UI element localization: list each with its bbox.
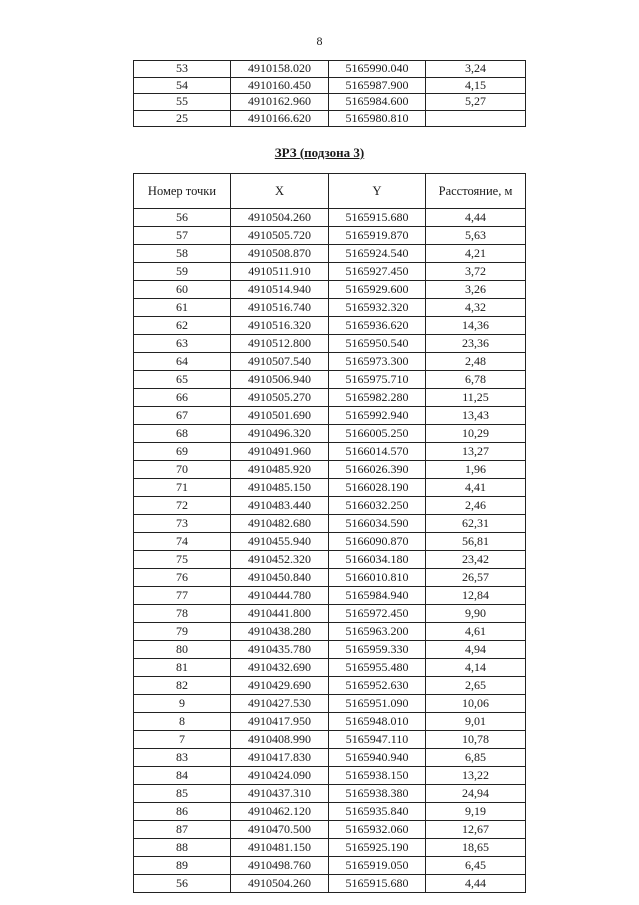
table-row	[134, 209, 526, 227]
cell-x: 4910505.720	[231, 227, 329, 245]
cell-point-number: 83	[134, 749, 231, 767]
section-title: ЗРЗ (подзона 3)	[274, 145, 365, 160]
table-row	[134, 875, 526, 893]
cell-x: 4910444.780	[231, 587, 329, 605]
table-row	[134, 749, 526, 767]
table-row	[134, 605, 526, 623]
cell-distance: 23,36	[426, 335, 526, 353]
cell-x: 4910470.500	[231, 821, 329, 839]
cell-distance: 2,65	[426, 677, 526, 695]
cell-y: 5165915.680	[329, 209, 426, 227]
cell-x: 4910437.310	[231, 785, 329, 803]
cell-y: 5165935.840	[329, 803, 426, 821]
cell-x: 4910508.870	[231, 245, 329, 263]
cell-x: 4910501.690	[231, 407, 329, 425]
cell-y: 5165924.540	[329, 245, 426, 263]
cell-y: 5165940.940	[329, 749, 426, 767]
cell-x: 4910408.990	[231, 731, 329, 749]
cell-x: 4910166.620	[231, 110, 329, 127]
cell-y: 5166026.390	[329, 461, 426, 479]
cell-x: 4910485.920	[231, 461, 329, 479]
table-row	[134, 425, 526, 443]
cell-distance: 1,96	[426, 461, 526, 479]
cell-x: 4910482.680	[231, 515, 329, 533]
cell-x: 4910441.800	[231, 605, 329, 623]
table-row	[134, 587, 526, 605]
cell-x: 4910435.780	[231, 641, 329, 659]
cell-point-number: 89	[134, 857, 231, 875]
cell-x: 4910512.800	[231, 335, 329, 353]
cell-point-number: 25	[134, 110, 231, 127]
table-row	[134, 767, 526, 785]
cell-y: 5165982.280	[329, 389, 426, 407]
coordinates-table-continued	[133, 60, 526, 127]
cell-y: 5165936.620	[329, 317, 426, 335]
cell-point-number: 69	[134, 443, 231, 461]
cell-distance: 4,41	[426, 479, 526, 497]
cell-distance: 6,78	[426, 371, 526, 389]
cell-point-number: 70	[134, 461, 231, 479]
cell-x: 4910506.940	[231, 371, 329, 389]
cell-distance: 62,31	[426, 515, 526, 533]
cell-distance: 3,72	[426, 263, 526, 281]
cell-point-number: 7	[134, 731, 231, 749]
cell-distance: 9,90	[426, 605, 526, 623]
cell-distance: 4,61	[426, 623, 526, 641]
cell-x: 4910504.260	[231, 209, 329, 227]
cell-x: 4910455.940	[231, 533, 329, 551]
header-y: Y	[329, 174, 426, 209]
cell-point-number: 71	[134, 479, 231, 497]
main-table-body	[134, 209, 526, 893]
table-row	[134, 61, 526, 78]
cell-y: 5166032.250	[329, 497, 426, 515]
cell-y: 5165915.680	[329, 875, 426, 893]
cell-y: 5165927.450	[329, 263, 426, 281]
cell-y: 5165947.110	[329, 731, 426, 749]
cell-y: 5165932.320	[329, 299, 426, 317]
cell-x: 4910498.760	[231, 857, 329, 875]
cell-distance: 4,14	[426, 659, 526, 677]
cell-distance: 24,94	[426, 785, 526, 803]
cell-x: 4910424.090	[231, 767, 329, 785]
cell-point-number: 56	[134, 875, 231, 893]
cell-point-number: 75	[134, 551, 231, 569]
cell-y: 5165950.540	[329, 335, 426, 353]
table-row	[134, 227, 526, 245]
cell-distance: 11,25	[426, 389, 526, 407]
cell-x: 4910481.150	[231, 839, 329, 857]
cell-y: 5166010.810	[329, 569, 426, 587]
cell-x: 4910162.960	[231, 94, 329, 111]
table-row	[134, 353, 526, 371]
header-distance: Расстояние, м	[426, 174, 526, 209]
cell-distance: 4,44	[426, 209, 526, 227]
cell-distance: 4,21	[426, 245, 526, 263]
cell-distance: 12,67	[426, 821, 526, 839]
cell-y: 5165963.200	[329, 623, 426, 641]
table-row	[134, 533, 526, 551]
cell-x: 4910429.690	[231, 677, 329, 695]
cell-y: 5166034.590	[329, 515, 426, 533]
cell-distance: 13,22	[426, 767, 526, 785]
cell-y: 5165932.060	[329, 821, 426, 839]
table-row	[134, 443, 526, 461]
cell-y: 5165959.330	[329, 641, 426, 659]
cell-point-number: 85	[134, 785, 231, 803]
page-number: 8	[316, 34, 323, 48]
cell-point-number: 54	[134, 77, 231, 94]
cell-distance: 4,32	[426, 299, 526, 317]
table-row	[134, 94, 526, 111]
cell-x: 4910417.830	[231, 749, 329, 767]
cell-x: 4910485.150	[231, 479, 329, 497]
cell-y: 5165980.810	[329, 110, 426, 127]
cell-y: 5165919.050	[329, 857, 426, 875]
coordinates-table-subzone-3	[133, 173, 526, 893]
cell-point-number: 79	[134, 623, 231, 641]
cell-point-number: 55	[134, 94, 231, 111]
cell-distance: 3,26	[426, 281, 526, 299]
cell-x: 4910450.840	[231, 569, 329, 587]
cell-y: 5166034.180	[329, 551, 426, 569]
cell-point-number: 88	[134, 839, 231, 857]
cell-y: 5165948.010	[329, 713, 426, 731]
table-row	[134, 785, 526, 803]
table-row	[134, 299, 526, 317]
cell-point-number: 64	[134, 353, 231, 371]
table-row	[134, 731, 526, 749]
cell-x: 4910514.940	[231, 281, 329, 299]
cell-x: 4910427.530	[231, 695, 329, 713]
cell-y: 5166028.190	[329, 479, 426, 497]
cell-x: 4910516.320	[231, 317, 329, 335]
top-table-body	[134, 61, 526, 127]
cell-point-number: 68	[134, 425, 231, 443]
cell-distance: 26,57	[426, 569, 526, 587]
cell-point-number: 58	[134, 245, 231, 263]
cell-y: 5165992.940	[329, 407, 426, 425]
cell-point-number: 80	[134, 641, 231, 659]
cell-y: 5165925.190	[329, 839, 426, 857]
table-row	[134, 110, 526, 127]
header-point-number: Номер точки	[134, 174, 231, 209]
cell-distance: 10,06	[426, 695, 526, 713]
cell-y: 5165984.940	[329, 587, 426, 605]
cell-point-number: 73	[134, 515, 231, 533]
cell-point-number: 84	[134, 767, 231, 785]
table-row	[134, 713, 526, 731]
table-row	[134, 263, 526, 281]
table-row	[134, 623, 526, 641]
cell-point-number: 87	[134, 821, 231, 839]
table-row	[134, 389, 526, 407]
cell-y: 5165929.600	[329, 281, 426, 299]
cell-y: 5165973.300	[329, 353, 426, 371]
cell-y: 5166005.250	[329, 425, 426, 443]
cell-y: 5165938.380	[329, 785, 426, 803]
cell-point-number: 60	[134, 281, 231, 299]
cell-y: 5165955.480	[329, 659, 426, 677]
table-row	[134, 407, 526, 425]
cell-y: 5165987.900	[329, 77, 426, 94]
cell-point-number: 57	[134, 227, 231, 245]
cell-distance: 6,85	[426, 749, 526, 767]
cell-point-number: 63	[134, 335, 231, 353]
cell-distance: 5,27	[426, 94, 526, 111]
table-row	[134, 839, 526, 857]
cell-distance: 56,81	[426, 533, 526, 551]
cell-x: 4910483.440	[231, 497, 329, 515]
cell-distance: 4,15	[426, 77, 526, 94]
cell-y: 5165951.090	[329, 695, 426, 713]
cell-x: 4910496.320	[231, 425, 329, 443]
cell-distance: 6,45	[426, 857, 526, 875]
cell-point-number: 67	[134, 407, 231, 425]
table-row	[134, 77, 526, 94]
cell-x: 4910452.320	[231, 551, 329, 569]
cell-x: 4910438.280	[231, 623, 329, 641]
cell-y: 5165952.630	[329, 677, 426, 695]
cell-distance: 23,42	[426, 551, 526, 569]
cell-point-number: 56	[134, 209, 231, 227]
cell-distance: 2,46	[426, 497, 526, 515]
cell-point-number: 53	[134, 61, 231, 78]
cell-point-number: 65	[134, 371, 231, 389]
cell-point-number: 8	[134, 713, 231, 731]
cell-y: 5165975.710	[329, 371, 426, 389]
cell-distance: 13,27	[426, 443, 526, 461]
cell-x: 4910417.950	[231, 713, 329, 731]
table-row	[134, 245, 526, 263]
table-row	[134, 857, 526, 875]
table-row	[134, 317, 526, 335]
cell-y: 5165972.450	[329, 605, 426, 623]
cell-x: 4910491.960	[231, 443, 329, 461]
cell-x: 4910507.540	[231, 353, 329, 371]
cell-distance: 2,48	[426, 353, 526, 371]
cell-distance: 9,01	[426, 713, 526, 731]
cell-point-number: 86	[134, 803, 231, 821]
table-row	[134, 335, 526, 353]
cell-distance: 4,44	[426, 875, 526, 893]
cell-x: 4910432.690	[231, 659, 329, 677]
cell-x: 4910160.450	[231, 77, 329, 94]
table-row	[134, 677, 526, 695]
cell-y: 5165990.040	[329, 61, 426, 78]
cell-distance: 14,36	[426, 317, 526, 335]
cell-x: 4910462.120	[231, 803, 329, 821]
cell-distance: 10,78	[426, 731, 526, 749]
cell-distance: 3,24	[426, 61, 526, 78]
cell-point-number: 81	[134, 659, 231, 677]
cell-point-number: 59	[134, 263, 231, 281]
cell-distance: 12,84	[426, 587, 526, 605]
table-row	[134, 479, 526, 497]
cell-x: 4910504.260	[231, 875, 329, 893]
cell-y: 5165919.870	[329, 227, 426, 245]
cell-y: 5165984.600	[329, 94, 426, 111]
cell-point-number: 76	[134, 569, 231, 587]
table-row	[134, 461, 526, 479]
cell-point-number: 82	[134, 677, 231, 695]
table-row	[134, 371, 526, 389]
table-row	[134, 659, 526, 677]
cell-point-number: 9	[134, 695, 231, 713]
cell-point-number: 74	[134, 533, 231, 551]
cell-point-number: 77	[134, 587, 231, 605]
cell-distance: 4,94	[426, 641, 526, 659]
cell-point-number: 78	[134, 605, 231, 623]
table-row	[134, 281, 526, 299]
table-row	[134, 497, 526, 515]
cell-x: 4910516.740	[231, 299, 329, 317]
cell-point-number: 66	[134, 389, 231, 407]
cell-x: 4910511.910	[231, 263, 329, 281]
table-row	[134, 641, 526, 659]
cell-distance: 9,19	[426, 803, 526, 821]
cell-x: 4910505.270	[231, 389, 329, 407]
cell-distance	[426, 110, 526, 127]
table-row	[134, 695, 526, 713]
table-row	[134, 821, 526, 839]
cell-distance: 13,43	[426, 407, 526, 425]
table-header-row	[134, 174, 526, 209]
cell-point-number: 72	[134, 497, 231, 515]
cell-distance: 10,29	[426, 425, 526, 443]
cell-point-number: 61	[134, 299, 231, 317]
cell-distance: 18,65	[426, 839, 526, 857]
table-row	[134, 803, 526, 821]
table-row	[134, 551, 526, 569]
cell-y: 5166090.870	[329, 533, 426, 551]
cell-distance: 5,63	[426, 227, 526, 245]
table-row	[134, 515, 526, 533]
header-x: X	[231, 174, 329, 209]
cell-point-number: 62	[134, 317, 231, 335]
cell-x: 4910158.020	[231, 61, 329, 78]
cell-y: 5165938.150	[329, 767, 426, 785]
table-row	[134, 569, 526, 587]
cell-y: 5166014.570	[329, 443, 426, 461]
